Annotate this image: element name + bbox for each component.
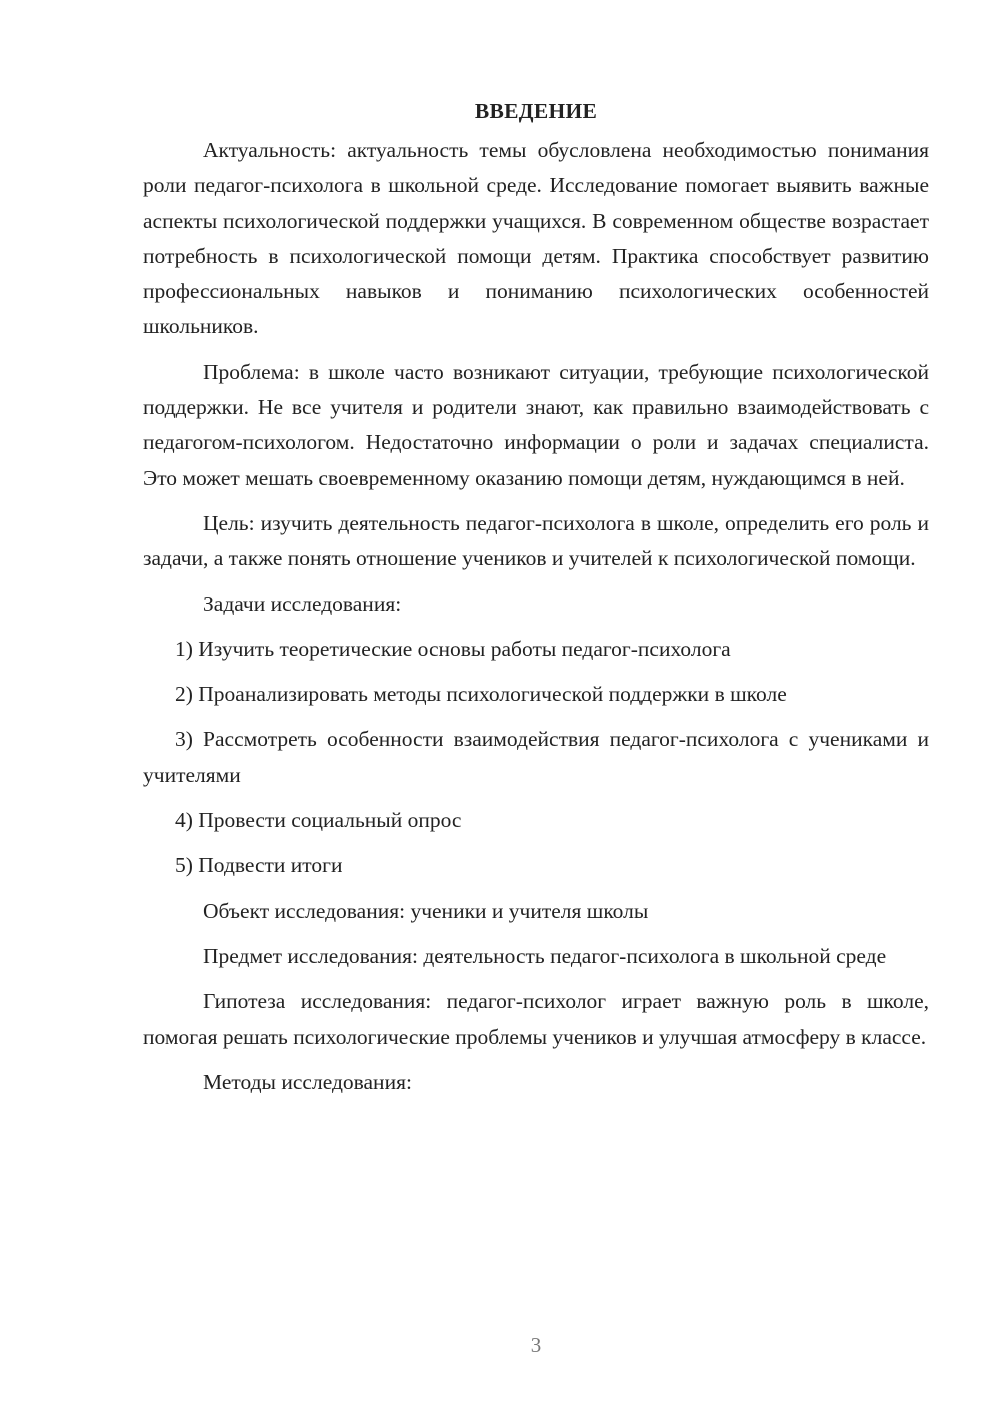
task-item: 5) Подвести итоги — [175, 853, 343, 878]
paragraph-relevance: Актуальность: актуальность темы обусловлена необходимостью понимания роли педагог-психолога в школьной среде. Исследование помогает выявить важные аспекты психологической поддержки учащихся. В современном обществе возрастает потребность в психологической помощи детям. Практика способствует развитию профессиональных навыков и пониманию психологических особенностей школьников. — [143, 138, 929, 339]
paragraph-object: Объект исследования: ученики и учителя школы — [203, 898, 649, 923]
paragraph-methods: Методы исследования: — [203, 1069, 412, 1094]
paragraph-subject: Предмет исследования: деятельность педагог-психолога в школьной среде — [203, 943, 887, 968]
paragraph-hypothesis: Гипотеза исследования: педагог-психолог играет важную роль в школе, помогая решать психологические проблемы учеников и улучшая атмосферу в классе. — [143, 989, 929, 1049]
task-item: 3) Рассмотреть особенности взаимодействия педагог-психолога с учениками и учителями — [143, 727, 929, 787]
paragraph-tasks-heading: Задачи исследования: — [203, 591, 402, 616]
paragraph-problem: Проблема: в школе часто возникают ситуации, требующие психологической поддержки. Не все учителя и родители знают, как правильно взаимодействовать с педагогом-психологом. Недостаточно информации о роли и задачах специалиста. Это может мешать своевременному оказанию помощи детям, нуждающимся в ней. — [143, 359, 929, 490]
task-item: 1) Изучить теоретические основы работы педагог-психолога — [175, 636, 731, 661]
task-item: 4) Провести социальный опрос — [175, 808, 462, 833]
page-number: 3 — [530, 1333, 542, 1357]
document-page — [143, 94, 929, 1110]
task-item: 2) Проанализировать методы психологической поддержки в школе — [175, 682, 787, 707]
paragraph-goal: Цель: изучить деятельность педагог-психолога в школе, определить его роль и задачи, а также понять отношение учеников и учителей к психологической помощи. — [143, 510, 929, 571]
section-title: ВВЕДЕНИЕ — [474, 99, 598, 123]
